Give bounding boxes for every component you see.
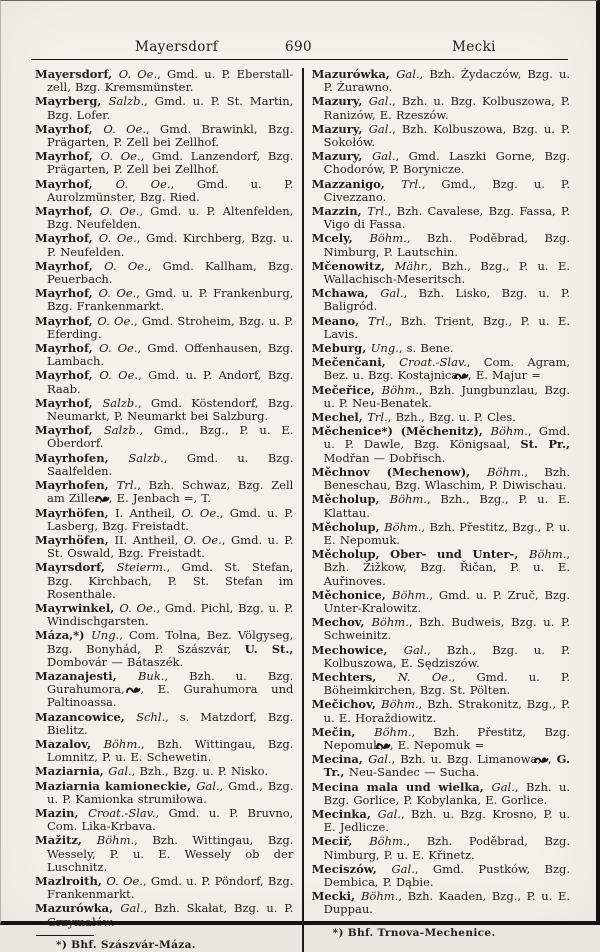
gazetteer-entry: Mecki, Böhm., Bzh. Kaaden, Bzg., P. u. E. Duppau.	[311, 889, 570, 917]
gazetteer-entry: Mayrhof, O. Oe., Gmd. Offenhausen, Bzg. Lambach.	[35, 341, 294, 369]
gazetteer-entry: Měcholup, Böhm., Bzh., Bzg., P. u. E. Klattau.	[311, 492, 571, 520]
gazetteer-entry: Mazzin, Trl., Bzh. Cavalese, Bzg. Fassa, P. Vigo di Fassa.	[311, 204, 571, 232]
gazetteer-entry: Mazalov, Böhm., Bzh. Wittingau, Bzg. Lomnitz, P. u. E. Schewetin.	[35, 736, 294, 765]
gazetteer-entry: Mazin, Croat.-Slav., Gmd. u. P. Bruvno, Com. Lika-Krbava.	[35, 805, 294, 834]
gazetteer-entry: Mayrhöfen, II. Antheil, O. Oe., Gmd. u. P. St. Oswald, Bzg. Freistadt.	[35, 532, 294, 561]
gazetteer-entry: Mayrhof, O. Oe., Gmd. u. P. Altenfelden, Bzg. Neufelden.	[35, 204, 294, 232]
page-header	[1, 1, 596, 59]
gazetteer-entry: Mazury, Gal., Gmd. Laszki Gorne, Bzg. Chodorów, P. Borynicze.	[311, 149, 570, 177]
gazetteer-entry: Mayrhof, Salzb., Gmd. Köstendorf, Bzg. Neumarkt, P. Neumarkt bei Salzburg.	[35, 395, 294, 424]
right-column-entries	[312, 68, 570, 917]
gazetteer-entry: Mayrsdorf, Steierm., Gmd. St. Stefan, Bzg. Kirchbach, P. St. Stefan im Rosenthale.	[35, 560, 294, 601]
gazetteer-entry: Mazury, Gal., Bzh. u. Bzg. Kolbuszowa, P. Ranizów, E. Rzeszów.	[311, 94, 570, 122]
gazetteer-entry: Maziarnia, Gal., Bzh., Bzg. u. P. Nisko.	[35, 764, 268, 779]
gazetteer-entry: Měchonice, Böhm., Gmd. u. P. Zruč, Bzg. Unter-Kralowitz.	[311, 587, 571, 615]
gazetteer-entry: Mazlroith, O. Oe., Gmd. u. P. Pöndorf, Bzg. Frankenmarkt.	[35, 873, 294, 902]
gazetteer-entry: Mayrwinkel, O. Oe., Gmd. Pichl, Bzg. u. P. Windischgarsten.	[35, 600, 294, 629]
gazetteer-entry: Mayrhofen, Trl., Bzh. Schwaz, Bzg. Zell am Ziller, , E. Jenbach =, T.	[35, 478, 294, 506]
header-left-keyword: Mayersdorf	[135, 39, 219, 55]
gazetteer-entry: Mayrhöfen, I. Antheil, O. Oe., Gmd. u. P. Lasberg, Bzg. Freistadt.	[35, 505, 294, 533]
gazetteer-entry: Měchnov (Mechenow), Böhm., Bzh. Beneschau, Bzg. Wlaschim, P. Diwischau.	[311, 464, 571, 493]
gazetteer-entry: Meciř, Böhm., Bzh. Poděbrad, Bzg. Nimburg, P. u. E. Křinetz.	[311, 834, 570, 862]
gazetteer-entry: Mecinka, Gal., Bzh. u. Bzg. Krosno, P. u. E. Jedlicze.	[311, 806, 571, 835]
header-right-keyword: Mecki	[452, 39, 496, 55]
gazetteer-entry: Maziarnia kamioneckie, Gal., Gmd., Bzg. u. P. Kamionka strumiłowa.	[35, 778, 294, 806]
gazetteer-entry: Mechel, Trl., Bzh., Bzg. u. P. Cles.	[311, 410, 516, 425]
gazetteer-entry: Mayrhof, O. Oe., Gmd. Stroheim, Bzg. u. P. Eferding.	[35, 313, 294, 341]
footnote-right: *) Bhf. Trnova-Mechenice.	[332, 926, 496, 939]
gazetteer-entry: Mcely, Böhm., Bzh. Poděbrad, Bzg. Nimburg, P. Lautschin.	[311, 231, 571, 259]
gazetteer-entry: Mayrhof, O. Oe., Gmd. Kallham, Bzg. Peuerbach.	[35, 258, 294, 287]
gazetteer-entry: Máza,*) Ung., Com. Tolna, Bez. Völgyseg, Bzg. Bonyhád, P. Szászvár, U. St., Dombovár — Bátaszék.	[35, 628, 294, 669]
gazetteer-entry: Mayrberg, Salzb., Gmd. u. P. St. Martin, Bzg. Lofer.	[35, 94, 294, 122]
gazetteer-entry: Mazurówka, Gal., Bzh. Żydaczów, Bzg. u. P. Żurawno.	[311, 67, 571, 95]
gazetteer-entry: Mazurówka, Gal., Bzh. Skałat, Bzg. u. P. Grzymałów.	[35, 901, 294, 929]
gazetteer-entry: Mečin, Böhm., Bzh. Přestitz, Bzg. Nepomuk, , E. Nepomuk =	[311, 724, 570, 752]
footnote-rule-right	[313, 923, 371, 924]
gazetteer-entry: Mecina, Gal., Bzh. u. Bzg. Limanowa, , G. Tr., Neu-Sandec — Sucha.	[311, 752, 571, 780]
gazetteer-entry: Mechov, Böhm., Bzh. Budweis, Bzg. u. P. Schweinitz.	[311, 615, 571, 643]
gazetteer-entry: Mayersdorf, O. Oe., Gmd. u. P. Eberstall-zell, Bzg. Kremsmünster.	[35, 67, 294, 95]
column-divider-rule	[302, 68, 303, 952]
gazetteer-entry: Měchenice*) (Měchenitz), Böhm., Gmd. u. P. Dawle, Bzg. Königsaal, St. Pr., Modřan — Dobřisch.	[311, 424, 571, 465]
gazetteer-entry: Mazanajesti, Buk., Bzh. u. Bzg. Gurahumora, , E. Gurahumora und Paltinoassa.	[35, 668, 294, 710]
gazetteer-entry: Mayrhof, O. Oe., Gmd. Brawinkl, Bzg. Prägarten, P. Zell bei Zellhof.	[35, 121, 294, 150]
gazetteer-entry: Mecina mala und wielka, Gal., Bzh. u. Bzg. Gorlice, P. Kobylanka, E. Gorlice.	[311, 779, 571, 807]
gazetteer-entry: Mečenčani, Croat.-Slav., Com. Agram, Bez. u. Bzg. Kostajnica, , E. Majur =	[311, 355, 571, 383]
left-column-entries	[35, 68, 293, 929]
gazetteer-entry: Mečeřice, Böhm., Bzh. Jungbunzlau, Bzg. u. P. Neu-Benatek.	[311, 382, 571, 410]
gazetteer-entry: Mayrhof, O. Oe., Gmd. u. P. Frankenburg, Bzg. Frankenmarkt.	[35, 286, 294, 314]
gazetteer-entry: Mayrhof, O. Oe., Gmd. Kirchberg, Bzg. u. P. Neufelden.	[35, 231, 294, 259]
gazetteer-entry: Mazury, Gal., Bzh. Kolbuszowa, Bzg. u. P. Sokołów.	[311, 121, 570, 150]
gazetteer-entry: Mchawa, Gal., Bzh. Lisko, Bzg. u. P. Baligród.	[311, 286, 571, 314]
left-column	[35, 68, 293, 952]
gazetteer-entry: Mazzanigo, Trl., Gmd., Bzg. u. P. Civezzano.	[311, 176, 570, 204]
gazetteer-entry: Měcholup, Ober- und Unter-, Böhm., Bzh. Žižkow, Bzg. Řičan, P. u. E. Auřinoves.	[311, 547, 571, 588]
gazetteer-entry: Mayrhof, O. Oe., Gmd. u. P. Aurolzmünster, Bzg. Ried.	[35, 176, 294, 204]
footnote-rule-left	[36, 935, 94, 936]
text-columns	[1, 60, 596, 952]
gazetteer-entry: Mayrhof, O. Oe., Gmd. u. P. Andorf, Bzg. Raab.	[35, 368, 294, 396]
gazetteer-entry: Mčenowitz, Mähr., Bzh., Bzg., P. u. E. Wallachisch-Meseritsch.	[311, 258, 571, 287]
gazetteer-entry: Mečichov, Böhm., Bzh. Strakonitz, Bzg., P. u. E. Horaždiowitz.	[311, 697, 571, 725]
right-column	[312, 68, 570, 952]
gazetteer-entry: Mažitz, Böhm., Bzh. Wittingau, Bzg. Wessely, P. u. E. Wessely ob der Luschnitz.	[35, 833, 294, 874]
gazetteer-entry: Měcholup, Böhm., Bzh. Přestitz, Bzg., P. u. E. Nepomuk.	[311, 519, 571, 547]
gazetteer-entry: Mayrhof, O. Oe., Gmd. Lanzendorf, Bzg. Prägarten, P. Zell bei Zellhof.	[35, 149, 294, 177]
gazetteer-entry: Meciszów, Gal., Gmd. Pustków, Bzg. Dembica, P. Dąbie.	[311, 861, 571, 889]
gazetteer-entry: Meano, Trl., Bzh. Trient, Bzg., P. u. E. Lavis.	[311, 313, 571, 341]
gazetteer-entry: Mayrhof, Salzb., Gmd., Bzg., P. u. E. Oberdorf.	[35, 423, 294, 451]
footnote-left: *) Bhf. Szászvár-Máza.	[56, 938, 196, 951]
gazetteer-entry: Meburg, Ung., s. Bene.	[311, 341, 454, 356]
page-number: 690	[285, 39, 312, 55]
gazetteer-entry: Mazancowice, Schl., s. Matzdorf, Bzg. Bielitz.	[35, 709, 294, 737]
gazetteer-entry: Mayrhofen, Salzb., Gmd. u. Bzg. Saalfelden.	[35, 450, 294, 478]
gazetteer-entry: Mechters, N. Oe., Gmd. u. P. Böheimkirchen, Bzg. St. Pölten.	[311, 669, 571, 698]
gazetteer-entry: Mechowice, Gal., Bzh., Bzg. u. P. Kolbuszowa, E. Sędziszów.	[311, 642, 571, 670]
